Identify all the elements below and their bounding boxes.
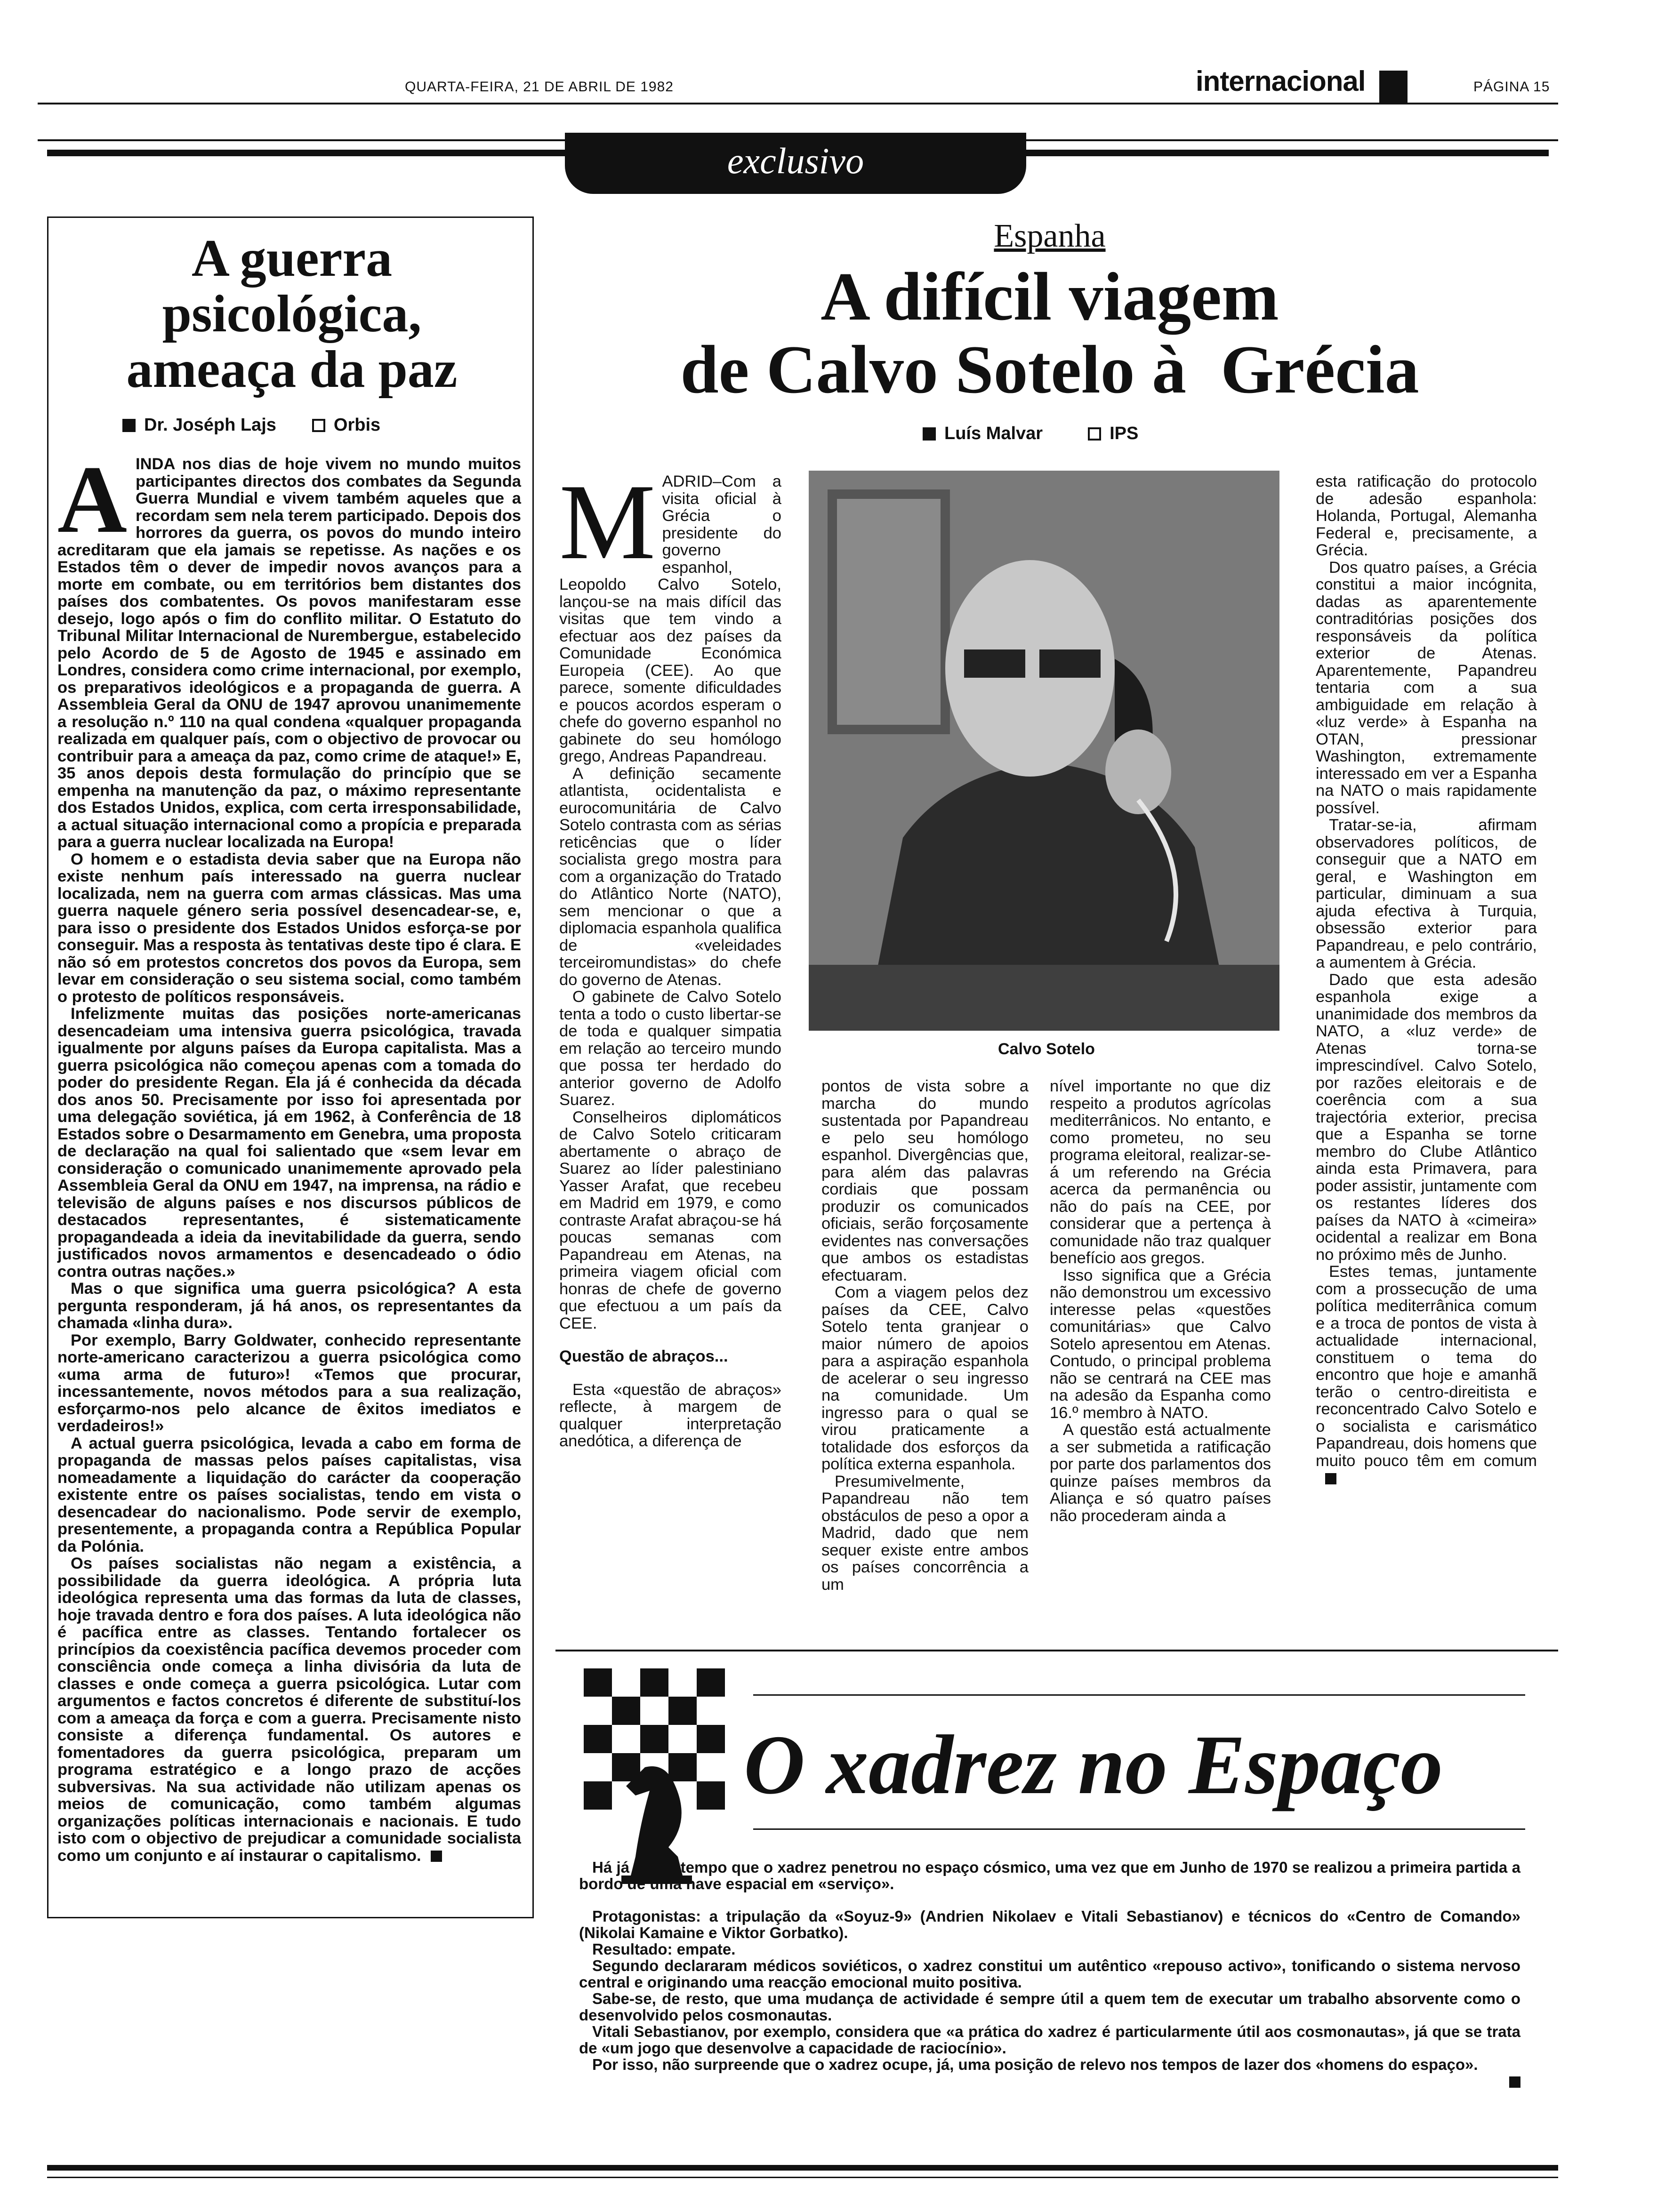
left-byline	[122, 415, 380, 435]
left-paragraph: O homem e o estadista devia saber que na Europa não existe nenhum país interessado na guerra nuclear localizada, nem na guerra com armas clássicas. Mas uma guerra naquele género seria possível desencadear-se, e, para isso o presidente dos Estados Unidos esforça-se por conseguir. Mas a resposta às tentativas deste tipo é clara. E não só em protestos concretos dos povos da Europa, sem levar em consideração o seu sistema social, como também o protesto de políticos responsáveis.	[57, 850, 521, 1006]
left-paragraph: Por exemplo, Barry Goldwater, conhecido representante norte-americano caracterizou a guerra psicológica como «uma arma de futuro»! «Temos que procurar, incessantemente, novos métodos para a sua realização, esforçarmo-nos pelo alcance de êxitos imediatos e verdadeiros!»	[57, 1331, 521, 1435]
main-col4-paragraph	[1316, 1263, 1537, 1487]
chess-paragraph: Segundo declararam médicos soviéticos, o xadrez constitui um autêntico «repouso activo», tonificando o sistema nervoso central e originando uma reacção emocional muito positiva.	[579, 1957, 1520, 1991]
left-article-body	[57, 446, 521, 1865]
main-col2	[821, 1078, 1029, 1593]
chess-paragraph: Por isso, não surpreende que o xadrez ocupe, já, uma posição de relevo nos tempos de lazer dos «homens do espaço».	[592, 2056, 1478, 2073]
main-col2-paragraph: pontos de vista sobre a marcha do mundo sustentada por Papandreau e pelo seu homólogo espanhol. Divergências que, para além das palavras cordiais que possam produzir os comunicados oficiais, serão forçosamente evidentes nas conversações que ambos os estadistas efectuaram.	[821, 1077, 1029, 1284]
main-col1-paragraph: O gabinete de Calvo Sotelo tenta a todo o custo libertar-se de toda e qualquer simpatia em relação ao terceiro mundo que possa ter herdado do anterior governo de Adolfo Suarez.	[559, 988, 781, 1109]
main-col1-paragraph: A definição secamente atlantista, ocidentalista e eurocomunitária de Calvo Sotelo contrasta com as sérias reticências que o líder socialista grego mostra para com a organização do Tratado do Atlântico Norte (NATO), sem mencionar o que a diplomacia espanhola qualifica de «veleidades terceiromundistas» do chefe do governo de Atenas.	[559, 764, 781, 989]
chess-top-rule	[555, 1650, 1558, 1651]
left-paragraph: A actual guerra psicológica, levada a cabo em forma de propaganda de massas pelos países capitalistas, visa nomeadamente a liquidação do carácter da cooperação existente entre os países socialistas, tendo em vista o desencadear do nacionalismo. Pode servir de exemplo, presentemente, a propaganda contra a República Popular da Polónia.	[57, 1434, 521, 1555]
main-author: Luís Malvar	[944, 424, 1043, 443]
banner-rule-left	[47, 150, 565, 156]
main-col3-paragraph: A questão está actualmente a ser submetida a ratificação por parte dos parlamentos dos quinze países membros da Aliança e só quatro países não procederam ainda a	[1050, 1421, 1271, 1525]
left-dropcap: A	[57, 446, 128, 553]
main-col4	[1316, 473, 1537, 1487]
chess-paragraph: Sabe-se, de resto, que uma mudança de actividade é sempre útil a quem tem de executar um trabalho absorvente como o desenvolvido pelos cosmonautas.	[579, 1990, 1520, 2024]
main-col2-paragraph: Presumivelmente, Papandreau não tem obstáculos de peso a opor a Madrid, dado que nem sequer existe entre ambos os países concorrência a um	[821, 1472, 1029, 1594]
main-agency: IPS	[1110, 424, 1139, 443]
main-col3-paragraph: nível importante no que diz respeito a produtos agrícolas mediterrânicos. No entanto, e como prometeu, no seu programa eleitoral, realizar-se-á um referendo na Grécia acerca da permanência ou não do país na CEE, por considerar que a pertença à comunidade não traz qualquer benefício aos gregos.	[1050, 1077, 1271, 1267]
section-logo	[1379, 71, 1408, 103]
main-title-line2: de Calvo Sotelo à Grécia	[680, 331, 1419, 408]
left-article-title: A guerra psicológica, ameaça da paz	[126, 229, 458, 399]
byline-square-icon	[122, 419, 136, 432]
main-col4-text: Estes temas, juntamente com a prossecução de uma política mediterrânica comum e a troca de pontos de vista à actualidade internacional, constituem o tema do encontro que hoje e amanhã terão o centro-direitista e reconcentrado Calvo Sotelo e o socialista e carismático Papandreau, dois homens que muito pouco têm em comum	[1316, 1263, 1537, 1470]
page-number: PÁGINA 15	[1473, 79, 1550, 95]
main-col4-paragraph: Dos quatro países, a Grécia constitui a maior incógnita, dadas as aparentemente contraditórias posições dos responsáveis da política exterior de Atenas. Aparentemente, Papandreu tentaria com a sua ambiguidade em relação à «luz verde» à Espanha na OTAN, pressionar Washington, extremamente interessado em ver a Espanha na NATO o mais rapidamente possível.	[1316, 558, 1537, 817]
chess-title: O xadrez no Espaço	[744, 1718, 1443, 1811]
chess-lead: Há já muito tempo que o xadrez penetrou no espaço cósmico, uma vez que em Junho de 1970 se realizou a primeira partida a bordo de uma nave espacial em «serviço».	[579, 1859, 1520, 1892]
chess-title-rule-bottom	[753, 1828, 1525, 1830]
calvo-sotelo-photo	[809, 471, 1279, 1031]
chess-end	[579, 2073, 1520, 2089]
end-mark-icon	[431, 1851, 442, 1862]
main-col2-paragraph: Com a viagem pelos dez países da CEE, Calvo Sotelo tenta granjear o maior número de apoios para a aspiração espanhola de acelerar o seu ingresso na comunidade. Um ingresso para o qual se virou praticamente a totalidade dos esforços da política externa espanhola.	[821, 1283, 1029, 1473]
main-dropcap: M	[559, 462, 656, 582]
byline-square-icon	[923, 427, 936, 441]
portrait-illustration	[809, 471, 1279, 1031]
chess-body	[579, 1859, 1520, 2089]
end-mark-icon	[1509, 2076, 1520, 2088]
main-col3	[1050, 1078, 1271, 1524]
main-col4-paragraph: Dado que esta adesão espanhola exige a unanimidade dos membros da NATO, a «luz verde» de Atenas torna-se imprescindível. Calvo Sotelo, por razões eleitorais e de coerência com a sua trajectória exterior, precisa que a Espanha se torne membro do Clube Atlântico ainda esta Primavera, para poder assistir, juntamente com os restantes líderes dos países da NATO à «cimeira» ocidental a realizar em Bona no próximo mês de Junho.	[1316, 970, 1537, 1264]
left-paragraph	[57, 1555, 521, 1864]
end-mark-icon	[1325, 1473, 1336, 1484]
chess-paragraph: Vitali Sebastianov, por exemplo, considera que «a prática do xadrez é particularmente útil aos cosmonautas», já que se trata de «um jogo que desenvolve a capacidade de raciocínio».	[579, 2023, 1520, 2057]
section-title: internacional	[1196, 65, 1366, 97]
left-paragraph: Infelizmente muitas das posições norte-americanas desencadeiam uma intensiva guerra psicológica, travada igualmente por alguns países da Europa capitalista. Mas a guerra psicológica não começou apenas com a tomada do poder do presidente Regan. Ela já é conhecida da década dos anos 50. Precisamente por isso foi apresentada por uma delegação soviética, já em 1962, à Conferência de 18 Estados sobre o Desarmamento em Genebra, uma proposta de declaração na qual foi salientado que «sem levar em consideração o comunicado unanimemente aprovado pela Assembleia Geral da ONU em 1947, na imprensa, na rádio e televisão de alguns países e nos discursos públicos de destacados representantes, é sistematicamente propagandeada a ideia da inevitabilidade da guerra, sendo justificados novos armamentos e desencadeado o ódio contra outras nações.»	[57, 1005, 521, 1281]
chess-title-rule	[753, 1694, 1525, 1696]
footer-rule-thin	[47, 2177, 1558, 2178]
agency-square-icon	[1088, 427, 1101, 441]
agency-square-icon	[312, 419, 325, 432]
main-title-line1: A difícil viagem	[820, 258, 1279, 335]
left-paragraph-text: Os países socialistas não negam a existência, a possibilidade da guerra ideológica. A própria luta ideológica representa uma das formas da luta de classes, hoje travada dentro e fora dos países. A luta ideológica não é pacífica entre as classes. Tentando fortalecer os princípios da coexistência pacífica devemos proceder com consciência onde começa a linha divisória da luta de classes e onde começa a guerra psicológica. Lutar com argumentos e factos concretos é diferente de substituí-los com a ameaça da força e com a guerra. Precisamente nisto consiste a diferença fundamental. Os autores e fomentadores da guerra psicológica, preparam um programa estratégico e a longo prazo de acções subversivas. Na sua actividade não utilizam apenas os meios de comunicação, como também algumas organizações políticas internacionais e nacionais. E tudo isto com o objectivo de prejudicar a comunidade socialista como um conjunto e aí instaurar o capitalismo.	[57, 1555, 521, 1865]
main-subhead: Questão de abraços...	[559, 1347, 728, 1365]
main-col1-lead: ADRID–Com a visita oficial à Grécia o presidente do governo espanhol, Leopoldo Calvo Sotelo, lançou-se na mais difícil das visitas que tem vindo a efectuar aos dez países da Comunidade Económica Europeia (CEE). Ao que parece, somente dificuldades e poucos acordos esperam o chefe do governo espanhol no gabinete do seu homólogo grego, Andreas Papandreau.	[559, 473, 781, 765]
left-agency: Orbis	[333, 415, 381, 435]
left-intro: INDA nos dias de hoje vivem no mundo muitos participantes directos dos combates da Segunda Guerra Mundial e vivem também aqueles que a recordam sem nela terem participado. Depois dos horrores da guerra, os povos do mundo inteiro acreditaram que ela jamais se repetisse. As nações e os Estados têm o dever de impedir novos avanços para a morte em combate, ou em territórios bem distantes dos países dos combatentes. Os povos manifestaram esse desejo, logo após o fim do conflito militar. O Estatuto do Tribunal Militar Internacional de Nurembergue, estabelecido pelo Acordo de 5 de Agosto de 1945 e assinado em Londres, considera como crime internacional, por exemplo, os preparativos ideológicos e a propaganda de guerra. A Assembleia Geral da ONU de 1947 aprovou unanimemente a resolução n.º 110 na qual condena «qualquer propaganda realizada em qualquer país, com o objectivo de provocar ou contribuir para a ameaça da paz, como crime de ataque!» E, 35 anos depois desta formulação do princípio que se empenha na manutenção da paz, o máximo representante dos Estados Unidos, explica, com certa irresponsabilidade, a actual situação internacional como a propícia e preparada para a guerra nuclear localizada na Europa!	[57, 455, 521, 851]
header-rule	[38, 103, 1558, 104]
main-col1-paragraph: Conselheiros diplomáticos de Calvo Sotelo criticaram abertamente o abraço de Suarez ao líder palestiniano Yasser Arafat, que recebeu em Madrid em 1979, e como contraste Arafat abraçou-se há poucas semanas com Papandreau em Atenas, na primeira viagem oficial com honras de chefe de governo que efectuou a um país da CEE.	[559, 1108, 781, 1332]
chessboard-icon	[584, 1668, 725, 1885]
photo-caption: Calvo Sotelo	[998, 1040, 1095, 1058]
main-col4-paragraph: Tratar-se-ia, afirmam observadores políticos, de conseguir que a NATO em geral, e Washington em particular, diminuam a sua ajuda efectiva à Turquia, obsessão exterior para Papandreau, e pelo contrário, a aumentem à Grécia.	[1316, 816, 1537, 971]
main-kicker: Espanha	[994, 218, 1106, 254]
banner-rule-right	[1026, 150, 1549, 156]
header-date: QUARTA-FEIRA, 21 DE ABRIL DE 1982	[405, 79, 674, 95]
footer-rule	[47, 2165, 1558, 2171]
left-author: Dr. Joséph Lajs	[144, 415, 276, 435]
main-col4-paragraph: esta ratificação do protocolo de adesão espanhola: Holanda, Portugal, Alemanha Federal e, precisamente, a Grécia.	[1316, 473, 1537, 559]
exclusive-banner: exclusivo	[565, 133, 1026, 194]
chess-paragraph: Protagonistas: a tripulação da «Soyuz-9» (Andrien Nikolaev e Vitali Sebastianov) e técnicos do «Centro de Comando» (Nikolai Kamaine e Viktor Gorbatko).	[579, 1907, 1520, 1941]
main-col3-paragraph: Isso significa que a Grécia não demonstrou um excessivo interesse pelas «questões comunitárias» que Calvo Sotelo apresentou em Atenas. Contudo, o principal problema não se centrará na CEE mas na adesão da Espanha como 16.º membro à NATO.	[1050, 1266, 1271, 1422]
main-byline	[923, 424, 1138, 444]
main-col1-intro	[559, 462, 781, 1450]
left-paragraph: Mas o que significa uma guerra psicológica? A esta pergunta responderam, já há anos, os representantes da chamada «linha dura».	[57, 1280, 521, 1332]
chess-paragraph: Resultado: empate.	[592, 1940, 736, 1958]
main-col1-paragraph: Esta «questão de abraços» reflecte, à margem de qualquer interpretação anedótica, a diferença de	[559, 1380, 781, 1450]
